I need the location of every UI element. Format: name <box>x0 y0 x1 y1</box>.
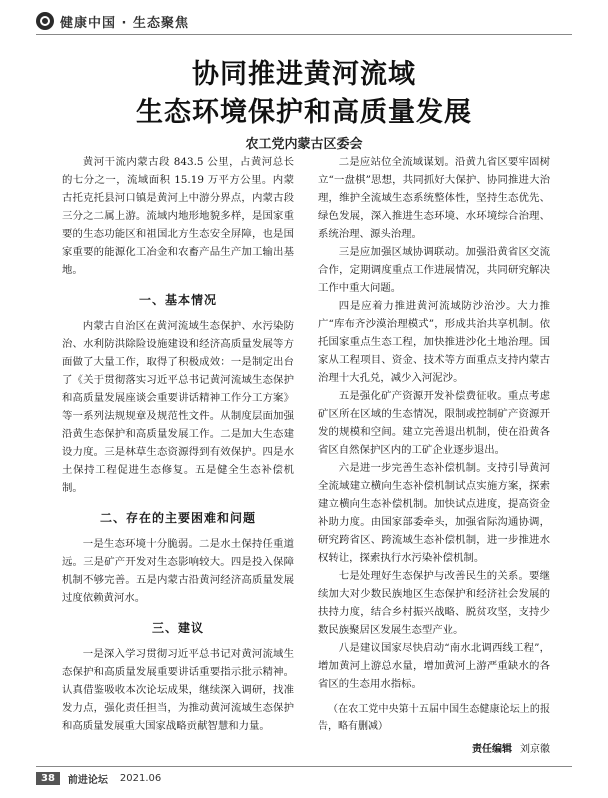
editor-label: 责任编辑 <box>472 744 512 755</box>
header-section-label: 健康中国 · 生态聚焦 <box>60 15 189 31</box>
footer-divider <box>36 766 572 767</box>
suggestion-3-paragraph: 三是应加强区域协调联动。加强沿黄省区交流合作，定期调度重点工作进展情况，共同研究解决工作中重大问题。 <box>318 246 550 294</box>
suggestion-6-paragraph: 六是进一步完善生态补偿机制。支持引导黄河全流域建立横向生态补偿机制试点实施方案，探索建立横向生态补偿机制。加快试点进度，提高资金补助力度。由国家部委牵头，加强省际沟通协调，研究跨省区、跨流域生态补偿机制，进一步推进水权转让，探索执行水污染补偿机制。 <box>318 462 550 564</box>
editor-credit <box>318 741 550 759</box>
article-author: 农工党内蒙古区委会 <box>245 137 363 152</box>
page-footer <box>36 771 161 786</box>
intro-paragraph: 黄河干流内蒙古段 843.5 公里，占黄河总长的七分之一，流域面积 15.19 万平方公里。内蒙古托克托县河口镇是黄河上中游分界点，内蒙古段三分之二属上游。流域内地形地貌多样，是国家重要的生态功能区和祖国北方生态安全屏障，也是国家重要的能源化工冶金和农畜产品生产加工输出基地。 <box>62 156 294 276</box>
section-heading-2: 二、存在的主要困难和问题 <box>99 511 256 525</box>
editor-name: 刘京徽 <box>520 744 550 755</box>
right-column <box>318 153 550 759</box>
section1-paragraph: 内蒙古自治区在黄河流域生态保护、水污染防治、水利防洪除险设施建设和经济高质量发展等方面做了大量工作，取得了积极成效：一是制定出台了《关于贯彻落实习近平总书记黄河流域生态保护和高质量发展座谈会重要讲话精神工作分工方案》等一系列法规规章及规范性文件。从制度层面加强沿黄生态保护和高质量发展工作。二是加大生态建设力度。三是林草生态资源得到有效保护。四是水土保持工程促进生态修复。五是健全生态补偿机制。 <box>62 320 294 494</box>
issue-date: 2021.06 <box>119 773 162 784</box>
section-heading-3: 三、建议 <box>151 621 204 635</box>
source-note: （在农工党中央第十五届中国生态健康论坛上的报告，略有删减） <box>318 704 550 732</box>
suggestion-8-paragraph: 八是建议国家尽快启动“南水北调西线工程”，增加黄河上游总水量，增加黄河上游严重缺水的各省区的生态用水指标。 <box>318 642 550 690</box>
page-header <box>36 10 189 32</box>
article-title-line1: 协同推进黄河流域 <box>192 59 416 90</box>
suggestion-5-paragraph: 五是强化矿产资源开发补偿费征收。重点考虑矿区所在区域的生态情况，限制或控制矿产资源开发的规模和空间。建立完善退出机制，使在沿黄各省区自然保护区内的工矿企业逐步退出。 <box>318 390 550 456</box>
suggestion-2-paragraph: 二是应站位全流域谋划。沿黄九省区要牢固树立“一盘棋”思想，共同抓好大保护、协同推进大治理，维护全流域生态系统整体性，坚持生态优先、绿色发展，深入推进生态环境、水环境综合治理、系统治理、源头治理。 <box>318 156 550 240</box>
suggestion-7-paragraph: 七是处理好生态保护与改善民生的关系。要继续加大对少数民族地区生态保护和经济社会发展的扶持力度，结合乡村振兴战略、脱贫攻坚，支持少数民族聚居区发展生态型产业。 <box>318 570 550 636</box>
section-heading-1: 一、基本情况 <box>138 293 217 307</box>
magazine-logo-icon <box>36 12 54 30</box>
publication-name: 前进论坛 <box>67 775 108 786</box>
page-number: 38 <box>36 772 60 785</box>
section3-paragraph: 一是深入学习贯彻习近平总书记对黄河流域生态保护和高质量发展重要讲话重要指示批示精神。认真借鉴吸收本次论坛成果，继续深入调研，找准发力点，强化责任担当，为推动黄河流域生态保护和高质量发展重大国家战略贡献智慧和力量。 <box>62 648 294 732</box>
article-title-line2: 生态环境保护和高质量发展 <box>136 97 472 128</box>
header-divider <box>36 34 572 35</box>
section2-paragraph: 一是生态环境十分脆弱。二是水土保持任重道远。三是矿产开发对生态影响较大。四是投入保障机制不够完善。五是内蒙古沿黄河经济高质量发展过度依赖黄河水。 <box>62 538 294 604</box>
suggestion-4-paragraph: 四是应着力推进黄河流域防沙治沙。大力推广“库布齐沙漠治理模式”，形成共治共享机制。依托国家重点生态工程，加快推进沙化土地治理。国家从工程项目、资金、技术等方面重点支持内蒙古治理十大孔兑，减少入河泥沙。 <box>318 300 550 384</box>
left-column <box>62 153 294 735</box>
